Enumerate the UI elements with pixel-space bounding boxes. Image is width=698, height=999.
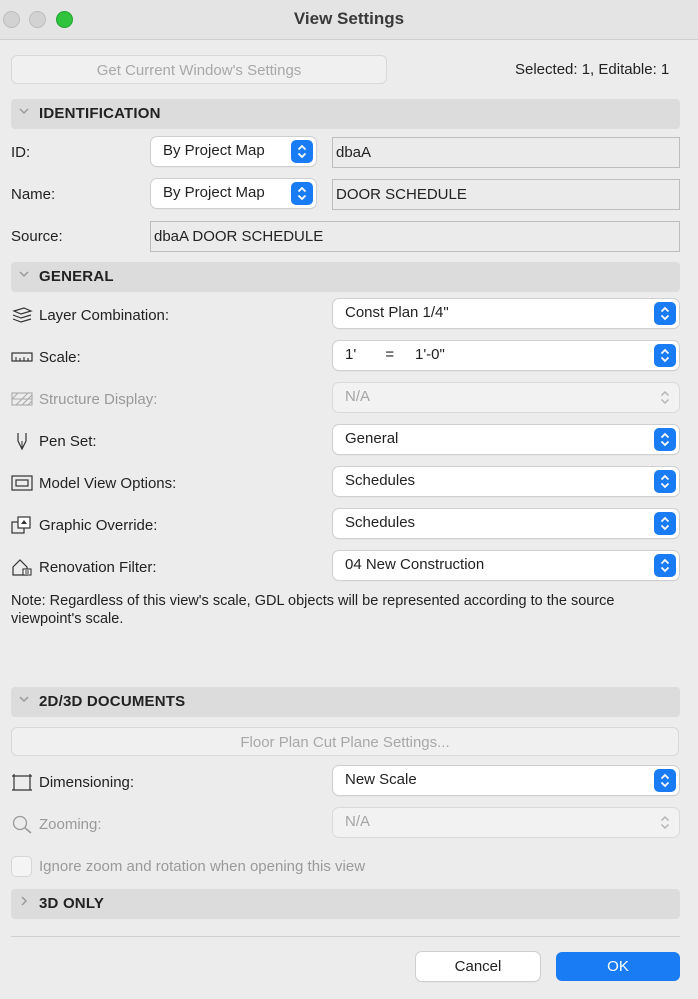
renovation-house-icon bbox=[11, 557, 33, 577]
chevron-down-icon bbox=[17, 268, 31, 282]
structure-display-value: N/A bbox=[345, 388, 371, 405]
graphic-override-label: Graphic Override: bbox=[39, 517, 158, 534]
name-mode-popup[interactable] bbox=[151, 179, 316, 208]
renovation-filter-label: Renovation Filter: bbox=[39, 559, 157, 576]
name-field-value: DOOR SCHEDULE bbox=[336, 186, 467, 203]
ignore-zoom-checkbox[interactable] bbox=[11, 856, 32, 877]
graphic-override-icon bbox=[11, 515, 33, 535]
name-field[interactable] bbox=[332, 179, 680, 210]
cancel-button[interactable]: Cancel bbox=[416, 952, 540, 981]
floor-plan-cut-plane-button[interactable]: Floor Plan Cut Plane Settings... bbox=[11, 727, 679, 756]
scale-label: Scale: bbox=[39, 349, 81, 366]
chevron-down-icon bbox=[17, 693, 31, 707]
zooming-value: N/A bbox=[345, 813, 371, 830]
structure-display-label: Structure Display: bbox=[39, 391, 158, 408]
layer-combination-popup[interactable] bbox=[333, 299, 679, 328]
scale-note: Note: Regardless of this view's scale, GDL objects will be represented according to the source viewpoint's scale. bbox=[11, 593, 615, 627]
dimensioning-label: Dimensioning: bbox=[39, 774, 135, 791]
popup-arrows-icon bbox=[654, 554, 676, 577]
zooming-popup bbox=[333, 808, 679, 837]
ruler-icon bbox=[11, 347, 33, 367]
title-bar bbox=[0, 0, 698, 40]
id-mode-value: By Project Map bbox=[163, 142, 265, 159]
structure-display-popup bbox=[333, 383, 679, 412]
model-view-icon bbox=[11, 473, 33, 493]
dimension-icon bbox=[11, 772, 33, 792]
name-label: Name: bbox=[11, 186, 56, 203]
window-title: View Settings bbox=[293, 9, 405, 28]
layer-combination-value: Const Plan 1/4" bbox=[345, 304, 449, 321]
zooming-label: Zooming: bbox=[39, 816, 102, 833]
popup-arrows-icon bbox=[291, 182, 313, 205]
renovation-filter-popup[interactable] bbox=[333, 551, 679, 580]
source-label: Source: bbox=[11, 228, 63, 245]
id-mode-popup[interactable] bbox=[151, 137, 316, 166]
ignore-zoom-label: Ignore zoom and rotation when opening this view bbox=[39, 858, 366, 875]
source-field bbox=[150, 221, 680, 252]
pen-set-popup[interactable] bbox=[333, 425, 679, 454]
model-view-options-popup[interactable] bbox=[333, 467, 679, 496]
ok-button[interactable]: OK bbox=[556, 952, 680, 981]
graphic-override-value: Schedules bbox=[345, 514, 416, 531]
popup-arrows-icon bbox=[654, 512, 676, 535]
documents-section-label: 2D/3D DOCUMENTS bbox=[39, 693, 186, 710]
id-label: ID: bbox=[11, 144, 31, 161]
popup-arrows-icon bbox=[291, 140, 313, 163]
chevron-down-icon bbox=[17, 105, 31, 119]
id-field[interactable] bbox=[332, 137, 680, 168]
chevron-right-icon bbox=[17, 895, 31, 909]
documents-section-header[interactable] bbox=[11, 687, 680, 717]
source-field-value: dbaA DOOR SCHEDULE bbox=[154, 228, 324, 245]
renovation-filter-value: 04 New Construction bbox=[345, 556, 485, 573]
id-field-value: dbaA bbox=[336, 144, 372, 161]
three-d-only-section-header[interactable] bbox=[11, 889, 680, 919]
model-view-options-label: Model View Options: bbox=[39, 475, 177, 492]
dimensioning-value: New Scale bbox=[345, 771, 417, 788]
identification-section-header[interactable] bbox=[11, 99, 680, 129]
popup-arrows-icon bbox=[654, 769, 676, 792]
graphic-override-popup[interactable] bbox=[333, 509, 679, 538]
popup-arrows-icon bbox=[654, 344, 676, 367]
scale-value: 1' = 1'-0" bbox=[345, 346, 445, 363]
popup-arrows-icon bbox=[654, 302, 676, 325]
name-mode-value: By Project Map bbox=[163, 184, 265, 201]
get-current-window-settings-button[interactable]: Get Current Window's Settings bbox=[11, 55, 387, 84]
layer-combination-label: Layer Combination: bbox=[39, 307, 170, 324]
pen-set-value: General bbox=[345, 430, 399, 447]
general-section-label: GENERAL bbox=[39, 268, 114, 285]
hatch-icon bbox=[11, 389, 33, 409]
magnifier-icon bbox=[11, 814, 33, 834]
scale-popup[interactable] bbox=[333, 341, 679, 370]
identification-section-label: IDENTIFICATION bbox=[39, 105, 161, 122]
pen-icon bbox=[11, 431, 33, 451]
selection-status: Selected: 1, Editable: 1 bbox=[515, 61, 670, 78]
three-d-only-section-label: 3D ONLY bbox=[39, 895, 105, 912]
general-section-header[interactable] bbox=[11, 262, 680, 292]
popup-arrows-icon bbox=[654, 470, 676, 493]
footer-divider bbox=[11, 936, 680, 937]
popup-arrows-icon bbox=[654, 386, 676, 409]
popup-arrows-icon bbox=[654, 428, 676, 451]
dimensioning-popup[interactable] bbox=[333, 766, 679, 795]
pen-set-label: Pen Set: bbox=[39, 433, 97, 450]
model-view-options-value: Schedules bbox=[345, 472, 416, 489]
popup-arrows-icon bbox=[654, 811, 676, 834]
layers-icon bbox=[11, 305, 33, 325]
